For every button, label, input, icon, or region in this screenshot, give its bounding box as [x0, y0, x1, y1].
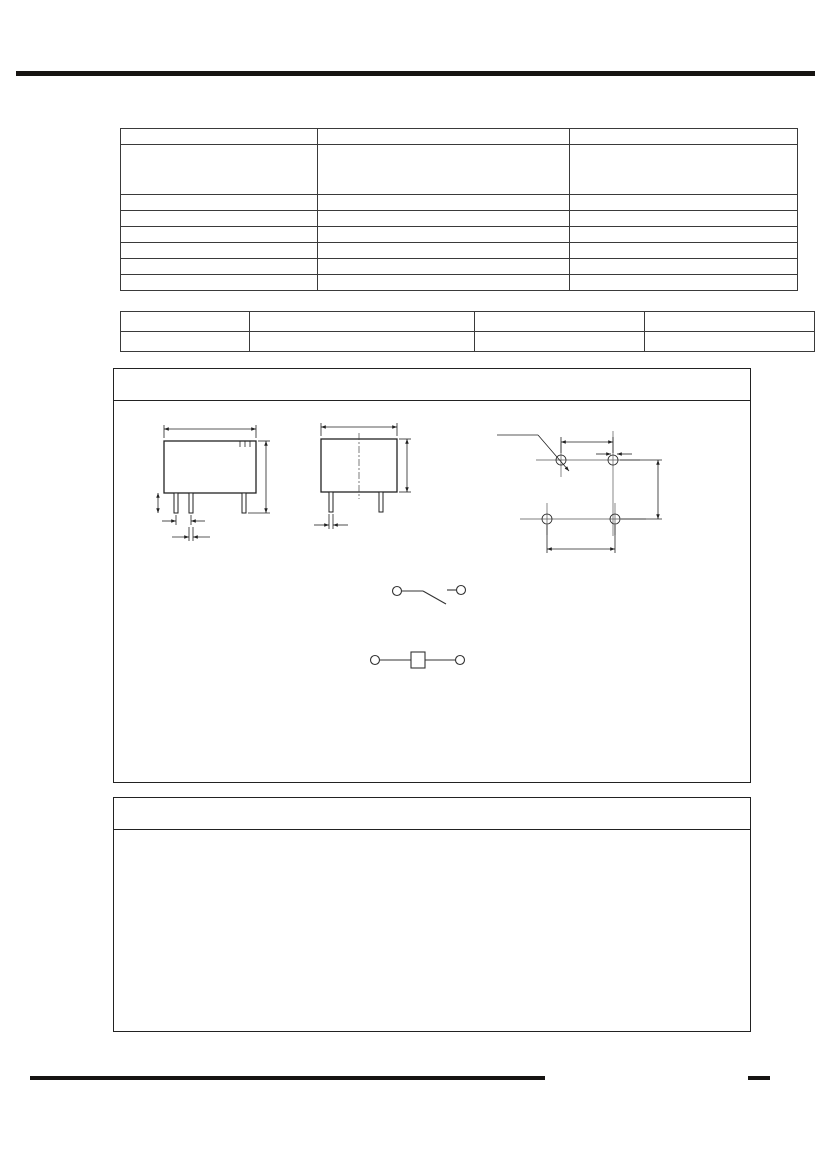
reference-box [113, 797, 751, 1032]
footer-dash [748, 1076, 770, 1080]
cell-load [645, 332, 815, 352]
front-view-drawing [314, 423, 411, 529]
cell-param [121, 243, 318, 259]
cell-value [318, 259, 570, 275]
safety-table [120, 311, 815, 352]
cell-value [318, 211, 570, 227]
dimensions-box-header [114, 369, 750, 401]
side-view-drawing [158, 425, 270, 541]
cell-value [318, 227, 570, 243]
cell-standard [570, 129, 798, 145]
table-row [121, 243, 798, 259]
cell-header [121, 312, 250, 332]
cell-param [121, 145, 318, 195]
dimension-drawings [114, 401, 750, 751]
table-row [121, 275, 798, 291]
cell-standard [570, 195, 798, 211]
footer-rule [30, 1076, 545, 1080]
cell-param [121, 259, 318, 275]
cell-standard [570, 211, 798, 227]
cell-load [475, 332, 645, 352]
cell-header [250, 312, 475, 332]
cell-value [318, 195, 570, 211]
table-row [121, 129, 798, 145]
cell-param [121, 275, 318, 291]
cell-standard [570, 243, 798, 259]
cell-standard [570, 227, 798, 243]
cell-load [250, 332, 475, 352]
table-row [121, 259, 798, 275]
reference-box-header [114, 798, 750, 830]
table-row [121, 227, 798, 243]
cell-label [121, 332, 250, 352]
table-row [121, 211, 798, 227]
dimensions-box [113, 368, 751, 783]
cell-value [318, 129, 570, 145]
coil-symbol [371, 652, 465, 668]
cell-standard [570, 145, 798, 195]
cell-header [475, 312, 645, 332]
cell-header [645, 312, 815, 332]
table-row [121, 195, 798, 211]
cell-param [121, 211, 318, 227]
cell-param [121, 129, 318, 145]
cell-standard [570, 275, 798, 291]
header-rule [16, 71, 815, 76]
cell-param [121, 195, 318, 211]
cell-value [318, 145, 570, 195]
cell-value [318, 275, 570, 291]
contact-symbol [393, 586, 466, 605]
table-row [121, 145, 798, 195]
mounting-view-drawing [497, 431, 662, 553]
tech-table [120, 128, 798, 291]
cell-standard [570, 259, 798, 275]
table-row [121, 332, 815, 352]
table-row [121, 312, 815, 332]
cell-value [318, 243, 570, 259]
cell-param [121, 227, 318, 243]
